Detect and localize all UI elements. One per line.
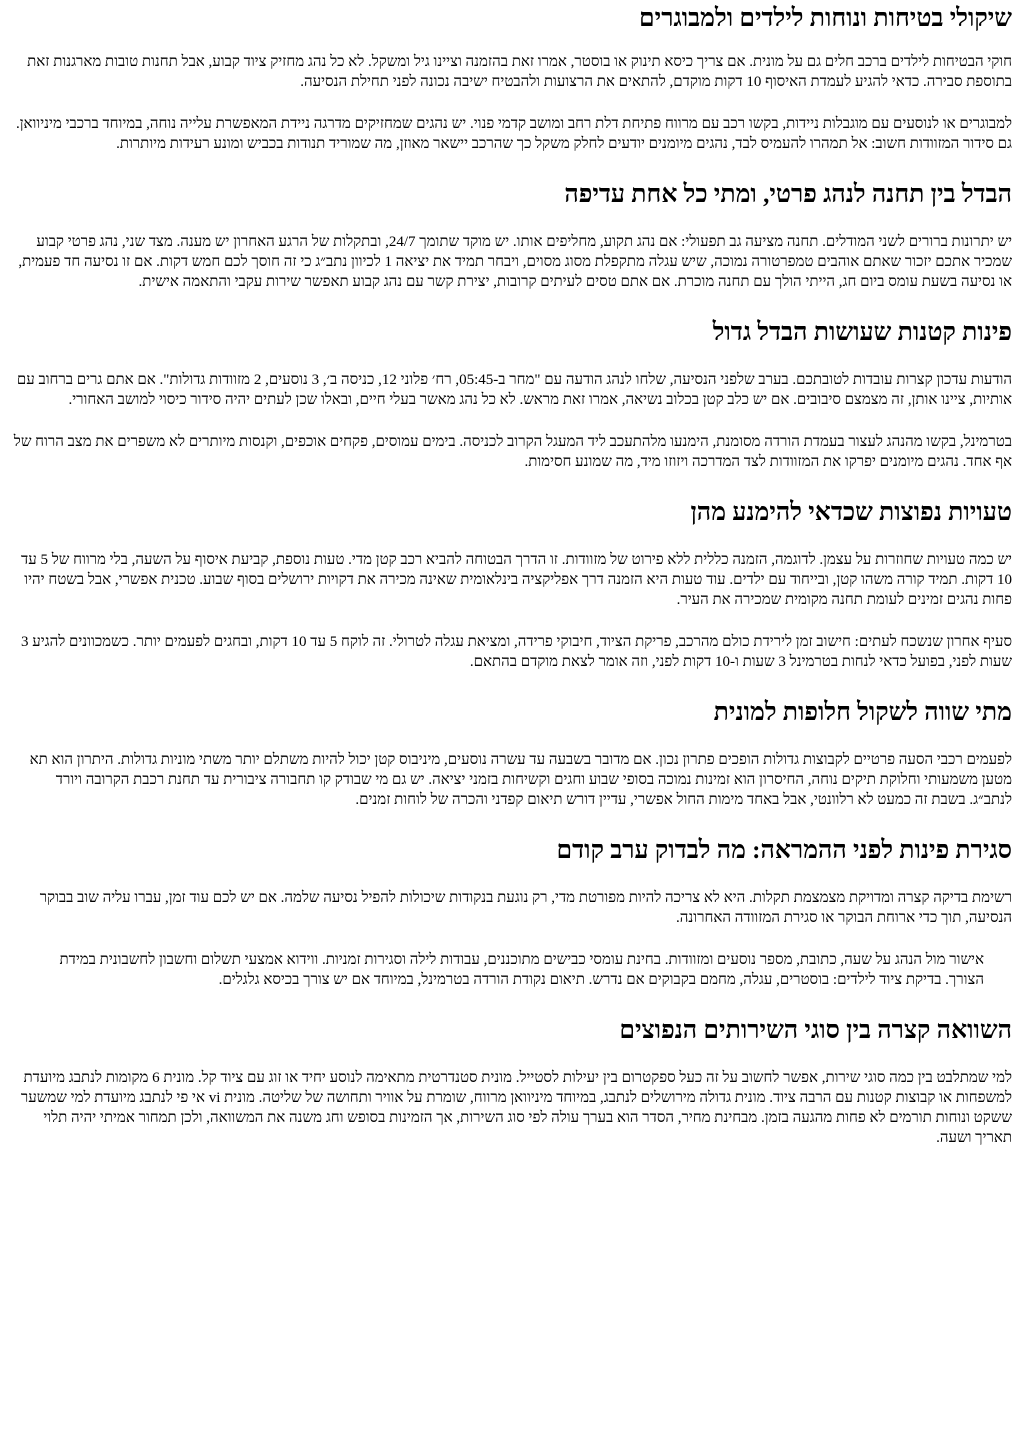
- section-paragraph: יש כמה טעויות שחוזרות על עצמן. לדוגמה, הזמנה כללית ללא פירוט של מזוודות. זו הדרך הבטוחה להביא רכב קטן מדי. טעות נוספת, קביעת איסוף על השעה, בלי מרווח של 5 עד 10 דקות. תמיד קורה משהו קטן, ובייחוד עם ילדים. עוד טעות היא הזמנה דרך אפליקציה בינלאומית שאינה מכירה את דקויות ירושלים בסוף שבוע. טכנית אפשרי, אבל בשטח יהיו פחות נהגים זמינים לעומת תחנה מקומית שמכירה את העיר.: [21, 552, 1012, 608]
- section-paragraph: למי שמתלבט בין כמה סוגי שירות, אפשר לחשוב על זה כעל ספקטרום בין יעילות לסטייל. מונית סטנדרטית מתאימה לנוסע יחיד או זוג עם ציוד קל. מונית 6 מקומות לנתבג מיועדת למשפחות או קבוצות קטנות עם הרבה ציוד. מונית גדולה מירושלים לנתבג, במיוחד מיניוואן מרווח, שומרת על אוויר ותחושה של שליטה. מונית vi אי פי לנתבג מיועדת למי שמשער ששקט ונוחות תורמים לא פחות מהגעה בזמן. מבחינת מחיר, הסדר הוא בערך עולה לפי סוג השירות, אך הזמינות בסופש וחג משנה את המשוואה, ולכן תמחור אמיתי יהיה תלוי תאריך ושעה.: [20, 1070, 1012, 1146]
- section-paragraph: סעיף אחרון שנשכח לעתים: חישוב זמן לירידת כולם מהרכב, פריקת הציוד, חיבוקי פרידה, ומציאת עגלה לטרולי. זה לוקח 5 עד 10 דקות, ובחגים לפעמים יותר. כשמכוונים להגיע 3 שעות לפני, בפועל כדאי לנחות בטרמינל 3 שעות ו-10 דקות לפני, וזה אומר לצאת מוקדם בהתאם.: [20, 634, 1012, 670]
- section-title-comparison: השוואה קצרה בין סוגי השירותים הנפוצים: [619, 1017, 1012, 1044]
- section-paragraph: לפעמים רכבי הסעה פרטיים לקבוצות גדולות הופכים פתרון נכון. אם מדובר בשבעה עד עשרה נוסעים, מיניבוס קטן יכול להיות משתלם יותר משתי מוניות גדולות. היתרון הוא תא מטען משמעותי וחלוקת תיקים נוחה, החיסרון הוא זמינות נמוכה בסופי שבוע וחגים וקשיחות בזמני יציאה. יש גם מי שבודק קו תחבורה ציבורית עד תחנת רכבת הקרובה ויורד לנתב״ג. בשבת זה כמעט לא רלוונטי, אבל באחד מימות החול אפשרי, עדיין דורש תיאום קפדני והכרה של לוחות זמנים.: [29, 752, 1012, 808]
- section-paragraph: למבוגרים או לנוסעים עם מוגבלות ניידות, בקשו רכב עם מרווח פתיחת דלת רחב ומושב קדמי פנוי. יש נהגים שמחזיקים מדרגה ניידת המאפשרת עלייה נוחה, במיוחד ברכבי מיניוואן. גם סידור המזוודות חשוב: אל תמהרו להעמיס לבד, נהגים מיומנים יודעים לחלק משקל כך שהרכב יישאר מאוזן, מה שמוריד תנודות בכביש ומונע רעידות מיותרות.: [15, 116, 1012, 152]
- section-paragraph: חוקי הבטיחות לילדים ברכב חלים גם על מונית. אם צריך כיסא תינוק או בוסטר, אמרו זאת בהזמנה וציינו גיל ומשקל. לא כל נהג מחזיק ציוד קבוע, אבל תחנות טובות מארגנות זאת בתוספת סבירה. כדאי להגיע לעמדת האיסוף 10 דקות מוקדם, להתאים את הרצועות ולהבטיח ישיבה נכונה לפני תחילת הנסיעה.: [27, 54, 1012, 90]
- section-title-child-safety: שיקולי בטיחות ונוחות לילדים ולמבוגרים: [639, 5, 1012, 32]
- section-title-small-corners: פינות קטנות שעושות הבדל גדול: [712, 319, 1012, 346]
- section-title-alternatives: מתי שווה לשקול חלופות למונית: [713, 699, 1012, 726]
- checklist-quote: אישור מול הנהג על שעה, כתובת, מספר נוסעים ומזוודות. בחינת עומסי כבישים מתוכננים, עבודות לילה וסגירות זמניות. ווידוא אמצעי תשלום וחשבון לחשבונית במידת הצורך. בדיקת ציוד לילדים: בוסטרים, עגלה, מחמם בקבוקים אם נדרש. תיאום נקודת הורדה בטרמינל, במיוחד אם יש צורך בכיסא גלגלים.: [59, 952, 984, 988]
- section-paragraph: הודעות עדכון קצרות עובדות לטובתכם. בערב שלפני הנסיעה, שלחו לנהג הודעה עם "מחר ב-05:45, רח׳ פלוני 12, כניסה ב׳, 3 נוסעים, 2 מזוודות גדולות". אם אתם גרים ברחוב עם אותיות, ציינו אותן, זה מצמצם סיבובים. אם יש כלב קטן בכלוב נשיאה, אמרו זאת מראש. לא כל נהג מאשר בעלי חיים, ובאלו שכן לעתים יהיה סידור כיסוי למושב האחורי.: [16, 372, 1012, 408]
- section-paragraph: יש יתרונות ברורים לשני המודלים. תחנה מציעה גב תפעולי: אם נהג תקוע, מחליפים אותו. יש מוקד שתומך 24/7, ובתקלות של הרגע האחרון יש מענה. מצד שני, נהג פרטי קבוע שמכיר אתכם יזכור שאתם אוהבים טמפרטורה נמוכה, שיש עגלה מתקפלת מסוג מסוים, ויבחר תמיד את יציאה 1 לכיוון נתב״ג כי זה חוסך לכם חמש דקות. אם זו נסיעה חד פעמית, או נסיעה בשעת עומס ביום חג, הייתי הולך עם תחנה מוכרת. אם אתם טסים לעיתים קרובות, יצירת קשר עם נהג קבוע תאפשר שירות עקבי והתאמה אישית.: [18, 234, 1012, 290]
- section-title-common-mistakes: טעויות נפוצות שכדאי להימנע מהן: [690, 499, 1012, 526]
- section-title-station-vs-driver: הבדל בין תחנה לנהג פרטי, ומתי כל אחת עדיפה: [564, 181, 1012, 208]
- section-paragraph: רשימת בדיקה קצרה ומדויקת מצמצמת תקלות. היא לא צריכה להיות מפורטת מדי, רק נוגעת בנקודות שיכולות להפיל נסיעה שלמה. אם יש לכם עוד זמן, עברו עליה שוב בבוקר הנסיעה, תוך כדי ארוחת הבוקר או סגירת המזוודה האחרונה.: [39, 890, 1012, 926]
- section-title-checklist: סגירת פינות לפני ההמראה: מה לבדוק ערב קודם: [556, 837, 1012, 864]
- section-paragraph: בטרמינל, בקשו מהנהג לעצור בעמדת הורדה מסומנת, הימנעו מלהתעכב ליד המעגל הקרוב לכניסה. בימים עמוסים, פקחים אוכפים, וקנסות מיותרים לא משפרים את מצב הרוח של אף אחד. נהגים מיומנים יפרקו את המזוודות לצד המדרכה ויזוזו מיד, מה שמונע חסימות.: [13, 434, 1012, 470]
